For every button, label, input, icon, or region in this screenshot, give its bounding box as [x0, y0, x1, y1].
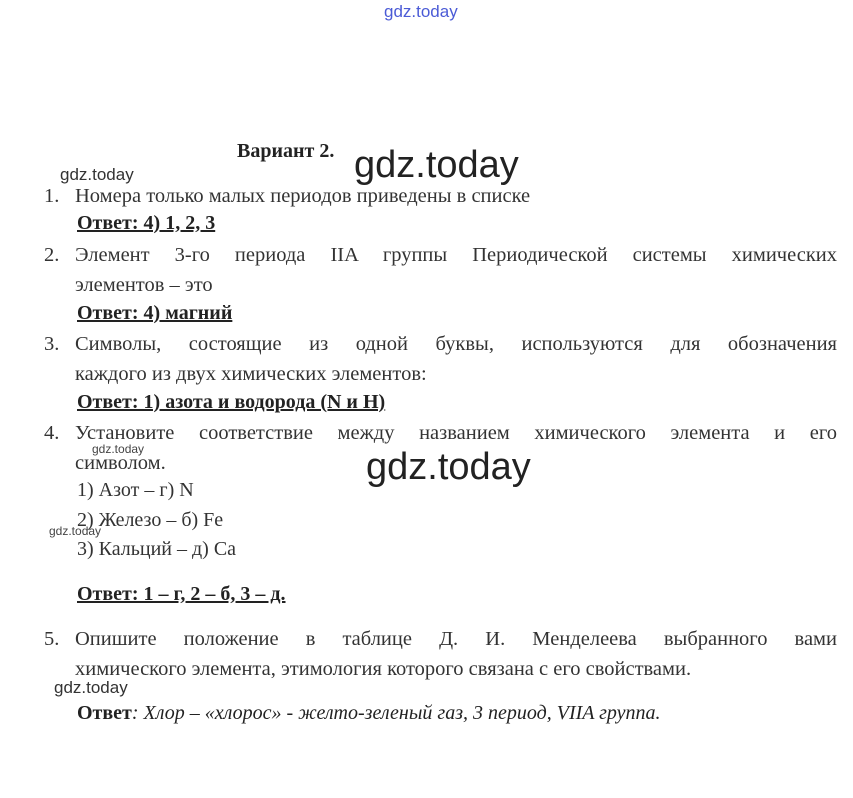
question-number: 2.: [44, 244, 60, 266]
question-text: каждого из двух химических элементов:: [75, 363, 427, 385]
question-number: 5.: [44, 628, 60, 650]
watermark-small: gdz.today: [54, 678, 128, 697]
match-item: 2) Железо – б) Fe: [77, 509, 224, 531]
answer-3: Ответ: 1) азота и водорода (N и H): [77, 391, 386, 413]
watermark-large: gdz.today: [354, 144, 519, 186]
watermark-large: gdz.today: [366, 446, 531, 488]
question-number: 4.: [44, 422, 60, 444]
question-text: Элемент 3-го периода IIA группы Периодической системы химических: [75, 244, 837, 266]
watermark-tiny: gdz.today: [92, 442, 145, 456]
answer-label: Ответ: [77, 702, 132, 724]
question-number: 3.: [44, 333, 60, 355]
answer-5: [77, 702, 661, 725]
question-text: Номера только малых периодов приведены в списке: [75, 185, 531, 207]
watermark-tiny: gdz.today: [49, 524, 102, 538]
page-title: Вариант 2.: [237, 140, 335, 162]
question-text: Символы, состоящие из одной буквы, используются для обозначения: [75, 333, 837, 355]
answer-text: : Хлор – «хлорос» - желто-зеленый газ, 3 период, VIIA группа.: [131, 702, 661, 724]
match-item: 3) Кальций – д) Ca: [77, 538, 237, 560]
answer-2: Ответ: 4) магний: [77, 302, 233, 324]
answer-4: Ответ: 1 – г, 2 – б, 3 – д.: [77, 583, 286, 605]
answer-1: Ответ: 4) 1, 2, 3: [77, 212, 216, 234]
question-text: Установите соответствие между названием химического элемента и его: [75, 422, 837, 444]
question-text: символом.: [75, 452, 166, 474]
question-text: Опишите положение в таблице Д. И. Менделеева выбранного вами: [75, 628, 837, 650]
question-number: 1.: [44, 185, 60, 207]
watermark-small: gdz.today: [60, 165, 134, 184]
question-text: элементов – это: [75, 274, 213, 296]
question-text: химического элемента, этимология которого связана с его свойствами.: [75, 658, 692, 680]
watermark-top: gdz.today: [384, 2, 458, 21]
match-item: 1) Азот – г) N: [77, 479, 194, 501]
